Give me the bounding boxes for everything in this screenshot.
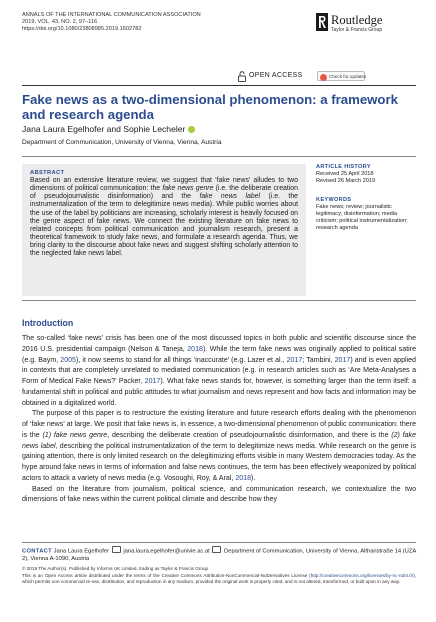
- check-for-updates-label: Check for updates: [329, 74, 367, 79]
- journal-header: [22, 12, 262, 33]
- orcid-icon[interactable]: [188, 126, 195, 133]
- license-text: This is an Open Access article distributed under the terms of the Creative Commons Attribution-NonCommercial-NoDerivatives License (http://creativecommons.org/licenses/by-nc-nd/4.0/), which permits non-commercial re-use, distribution, and reproduction in any medium, provided the original work is properly cited, and is not altered, transformed, or built upon in any way.: [22, 572, 416, 585]
- open-access-label: OPEN ACCESS: [249, 72, 303, 79]
- keywords-list: Fake news; review; journalistic legitimacy; disinformation; media criticism; political instrumentalization; research agenda: [316, 203, 408, 231]
- journal-name: ANNALS OF THE INTERNATIONAL COMMUNICATION ASSOCIATION: [22, 12, 201, 18]
- open-lock-icon: [238, 71, 246, 82]
- intro-paragraph-1: The so-called ‘fake news’ crisis has been one of the most discussed topics in both public and scientific discourse since the 2016 U.S. presidential campaign (Nelson & Taneja, 2018). While the term fake news was originally applied to political satire (e.g. Baym, 2005), it now seems to stand for all things ‘inaccurate’ (e.g. Lazer et al., 2017; Tambini, 2017) and is even applied in contexts that are completely unrelated to mediated communication (e.g. in research articles such as ‘Are Meta-Analyses a Form of Medical Fake News?’ Packer, 2017). What fake news stands for, however, is something larger than the term itself: a fundamental shift in political and public attitudes to what journalism and news represent and how facts and information may be obtained in a digitalized world.: [22, 335, 417, 407]
- abstract-heading: ABSTRACT: [30, 170, 65, 176]
- contact-info: [22, 546, 416, 563]
- article-meta-sidebar: [316, 164, 416, 231]
- author-names: Jana Laura Egelhofer and Sophie Lecheler: [22, 124, 186, 134]
- history-received: Received 25 April 2018: [316, 171, 374, 177]
- title-divider: [22, 156, 416, 157]
- publisher-logo: [316, 12, 416, 40]
- footer-divider: [22, 542, 416, 543]
- routledge-logo-icon: [316, 13, 328, 31]
- journal-doi[interactable]: https://doi.org/10.1080/23808985.2019.1602782: [22, 26, 142, 32]
- abstract-text: Based on an extensive literature review, we suggest that ‘fake news’ alludes to two dimensions of political communication: the fake news genre (i.e. the deliberate creation of pseudojournalistic disinformation) and the fake news label (i.e. the instrumentalization of the term to delegitimize news media). While public worries about the use of the label by politicians are increasing, scholarly interest is heavily focused on the genre aspect of fake news. We connect the existing literature on fake news to related concepts from political communication and journalism research, present a theoretical framework to study fake news, and formulate a research agenda. Thus, we bring clarity to the discourse about fake news and suggest shifting scholarly attention to the neglected fake news label.: [30, 177, 298, 258]
- keywords-heading: KEYWORDS: [316, 196, 352, 203]
- journal-volume: 2019, VOL. 43, NO. 2, 97–116: [22, 19, 98, 25]
- intro-paragraph-2: The purpose of this paper is to restructure the existing literature and future research efforts dealing with the phenomenon of ‘fake news’ at large. We posit that fake news is, in essence, a two-dimensional phenomenon of public communication: there is the (1) fake news genre, describing the deliberate creation of pseudojournalistic disinformation, and there is the (2) fake news label, describing the political instrumentalization of the term to delegitimize news media. While research on the genre is gaining attention, there is only limited research on the delegitimizing efforts visible in many Western democracies today. As the hype around fake news in terms of information and false news continues, the term has been effectively weaponized by political actors to attack a variety of news media (e.g. Vosoughi, Roy, & Aral, 2018).: [22, 410, 416, 482]
- contact-email[interactable]: jana.laura.egelhofer@univie.ac.at: [123, 548, 210, 555]
- section-heading-introduction: Introduction: [22, 318, 74, 328]
- contact-name: Jana Laura Egelhofer: [53, 548, 110, 555]
- header-divider: [22, 85, 416, 86]
- citation-link[interactable]: 2017: [334, 356, 351, 364]
- intro-paragraph-3: Based on the literature from journalism, political science, and communication research, we contextualize the two dimensions of fake news within the current political climate and describe how they: [22, 485, 416, 504]
- publisher-group: Taylor & Francis Group: [331, 27, 383, 33]
- email-icon: [112, 546, 121, 553]
- article-title: Fake news as a two-dimensional phenomenon: a framework and research agenda: [22, 92, 398, 122]
- citation-link[interactable]: 2018: [187, 345, 203, 353]
- contact-address: Department of Communication, University of Vienna, Althanstraße 14 (UZA 2), Vienna A-1090, Austria: [22, 548, 416, 562]
- publisher-name: Routledge: [331, 13, 383, 27]
- citation-link[interactable]: 2018: [235, 474, 252, 482]
- open-access-row: [238, 71, 418, 83]
- crossmark-icon: [320, 74, 327, 81]
- contact-label: CONTACT: [22, 548, 53, 555]
- author-affiliation: Department of Communication, University of Vienna, Vienna, Austria: [22, 139, 222, 146]
- check-for-updates-button[interactable]: [317, 71, 365, 81]
- license-link[interactable]: http://creativecommons.org/licenses/by-nc-nd/4.0/: [310, 572, 414, 578]
- article-authors: [22, 124, 195, 134]
- copyright-line: © 2019 The Author(s). Published by Informa UK Limited, trading as Taylor & Francis Group: [22, 566, 209, 571]
- citation-link[interactable]: 2005: [60, 356, 76, 364]
- introduction-body: [22, 334, 416, 506]
- license-block: [22, 566, 416, 586]
- history-revised: Revised 26 March 2019: [316, 177, 376, 184]
- abstract-divider: [22, 300, 416, 301]
- address-icon: [212, 546, 221, 553]
- abstract-box: [22, 164, 306, 296]
- history-heading: ARTICLE HISTORY: [316, 164, 371, 170]
- citation-link[interactable]: 2017: [144, 378, 161, 385]
- citation-link[interactable]: 2017: [286, 356, 303, 364]
